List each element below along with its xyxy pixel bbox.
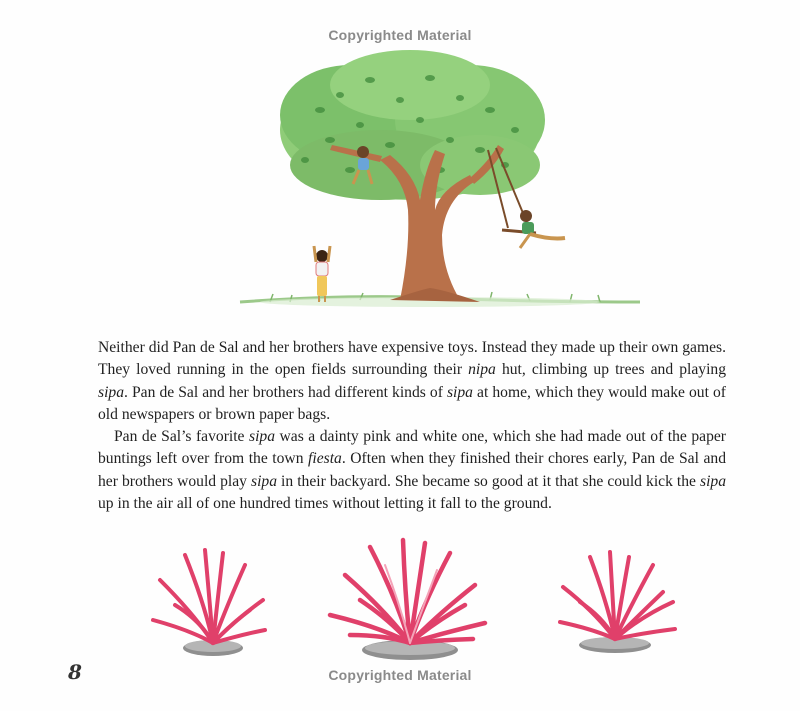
watermark-bottom: Copyrighted Material bbox=[328, 667, 472, 683]
italic-word-sipa: sipa bbox=[249, 428, 275, 446]
italic-word-nipa: nipa bbox=[468, 361, 496, 379]
sipa-toy-right-illustration bbox=[555, 547, 680, 662]
paragraph-2-text: in their backyard. She became so good at it that she could kick the bbox=[277, 472, 700, 490]
paragraph-1-text: hut, climbing up trees and playing bbox=[495, 361, 727, 379]
paragraph-1-text: Neither did Pan de Sal and her brothers have expensive toys. Instead they made up their own games. They loved running in the open fields surrounding their bbox=[98, 339, 726, 379]
paragraph-2 bbox=[98, 426, 726, 515]
paragraph-2-text: Pan de Sal’s favorite bbox=[114, 428, 249, 446]
watermark-top: Copyrighted Material bbox=[328, 27, 472, 43]
paragraph-2-text: up in the air all of one hundred times without letting it fall to the ground. bbox=[98, 495, 552, 513]
italic-word-sipa: sipa bbox=[446, 383, 473, 401]
sipa-toy-left-illustration bbox=[145, 545, 270, 660]
italic-word-fiesta: fiesta bbox=[308, 450, 342, 468]
italic-word-sipa: sipa bbox=[700, 472, 726, 490]
paragraph-1-text: . Pan de Sal and her brothers had different kinds of bbox=[124, 383, 447, 401]
paragraph-2-text: . Often when they finished their chores early, Pan de Sal and her brothers would play bbox=[98, 450, 726, 490]
paragraph-1-text: at home, which they would make out of old newspapers or brown paper bags. bbox=[98, 383, 727, 423]
boy-on-swing-figure bbox=[520, 210, 565, 248]
tree-with-children-illustration bbox=[230, 50, 650, 320]
paragraph-2-text: was a dainty pink and white one, which she had made out of the paper buntings left over from the town bbox=[98, 428, 726, 468]
italic-word-sipa: sipa bbox=[251, 472, 277, 490]
italic-word-sipa: sipa bbox=[98, 383, 124, 401]
story-text bbox=[98, 337, 726, 515]
page-number: 8 bbox=[68, 660, 82, 684]
girl-standing-figure bbox=[314, 246, 330, 302]
paragraph-1 bbox=[98, 337, 726, 426]
sipa-toy-middle-illustration bbox=[325, 535, 490, 665]
tree-foliage bbox=[280, 50, 545, 200]
sipa-illustrations bbox=[140, 535, 700, 665]
